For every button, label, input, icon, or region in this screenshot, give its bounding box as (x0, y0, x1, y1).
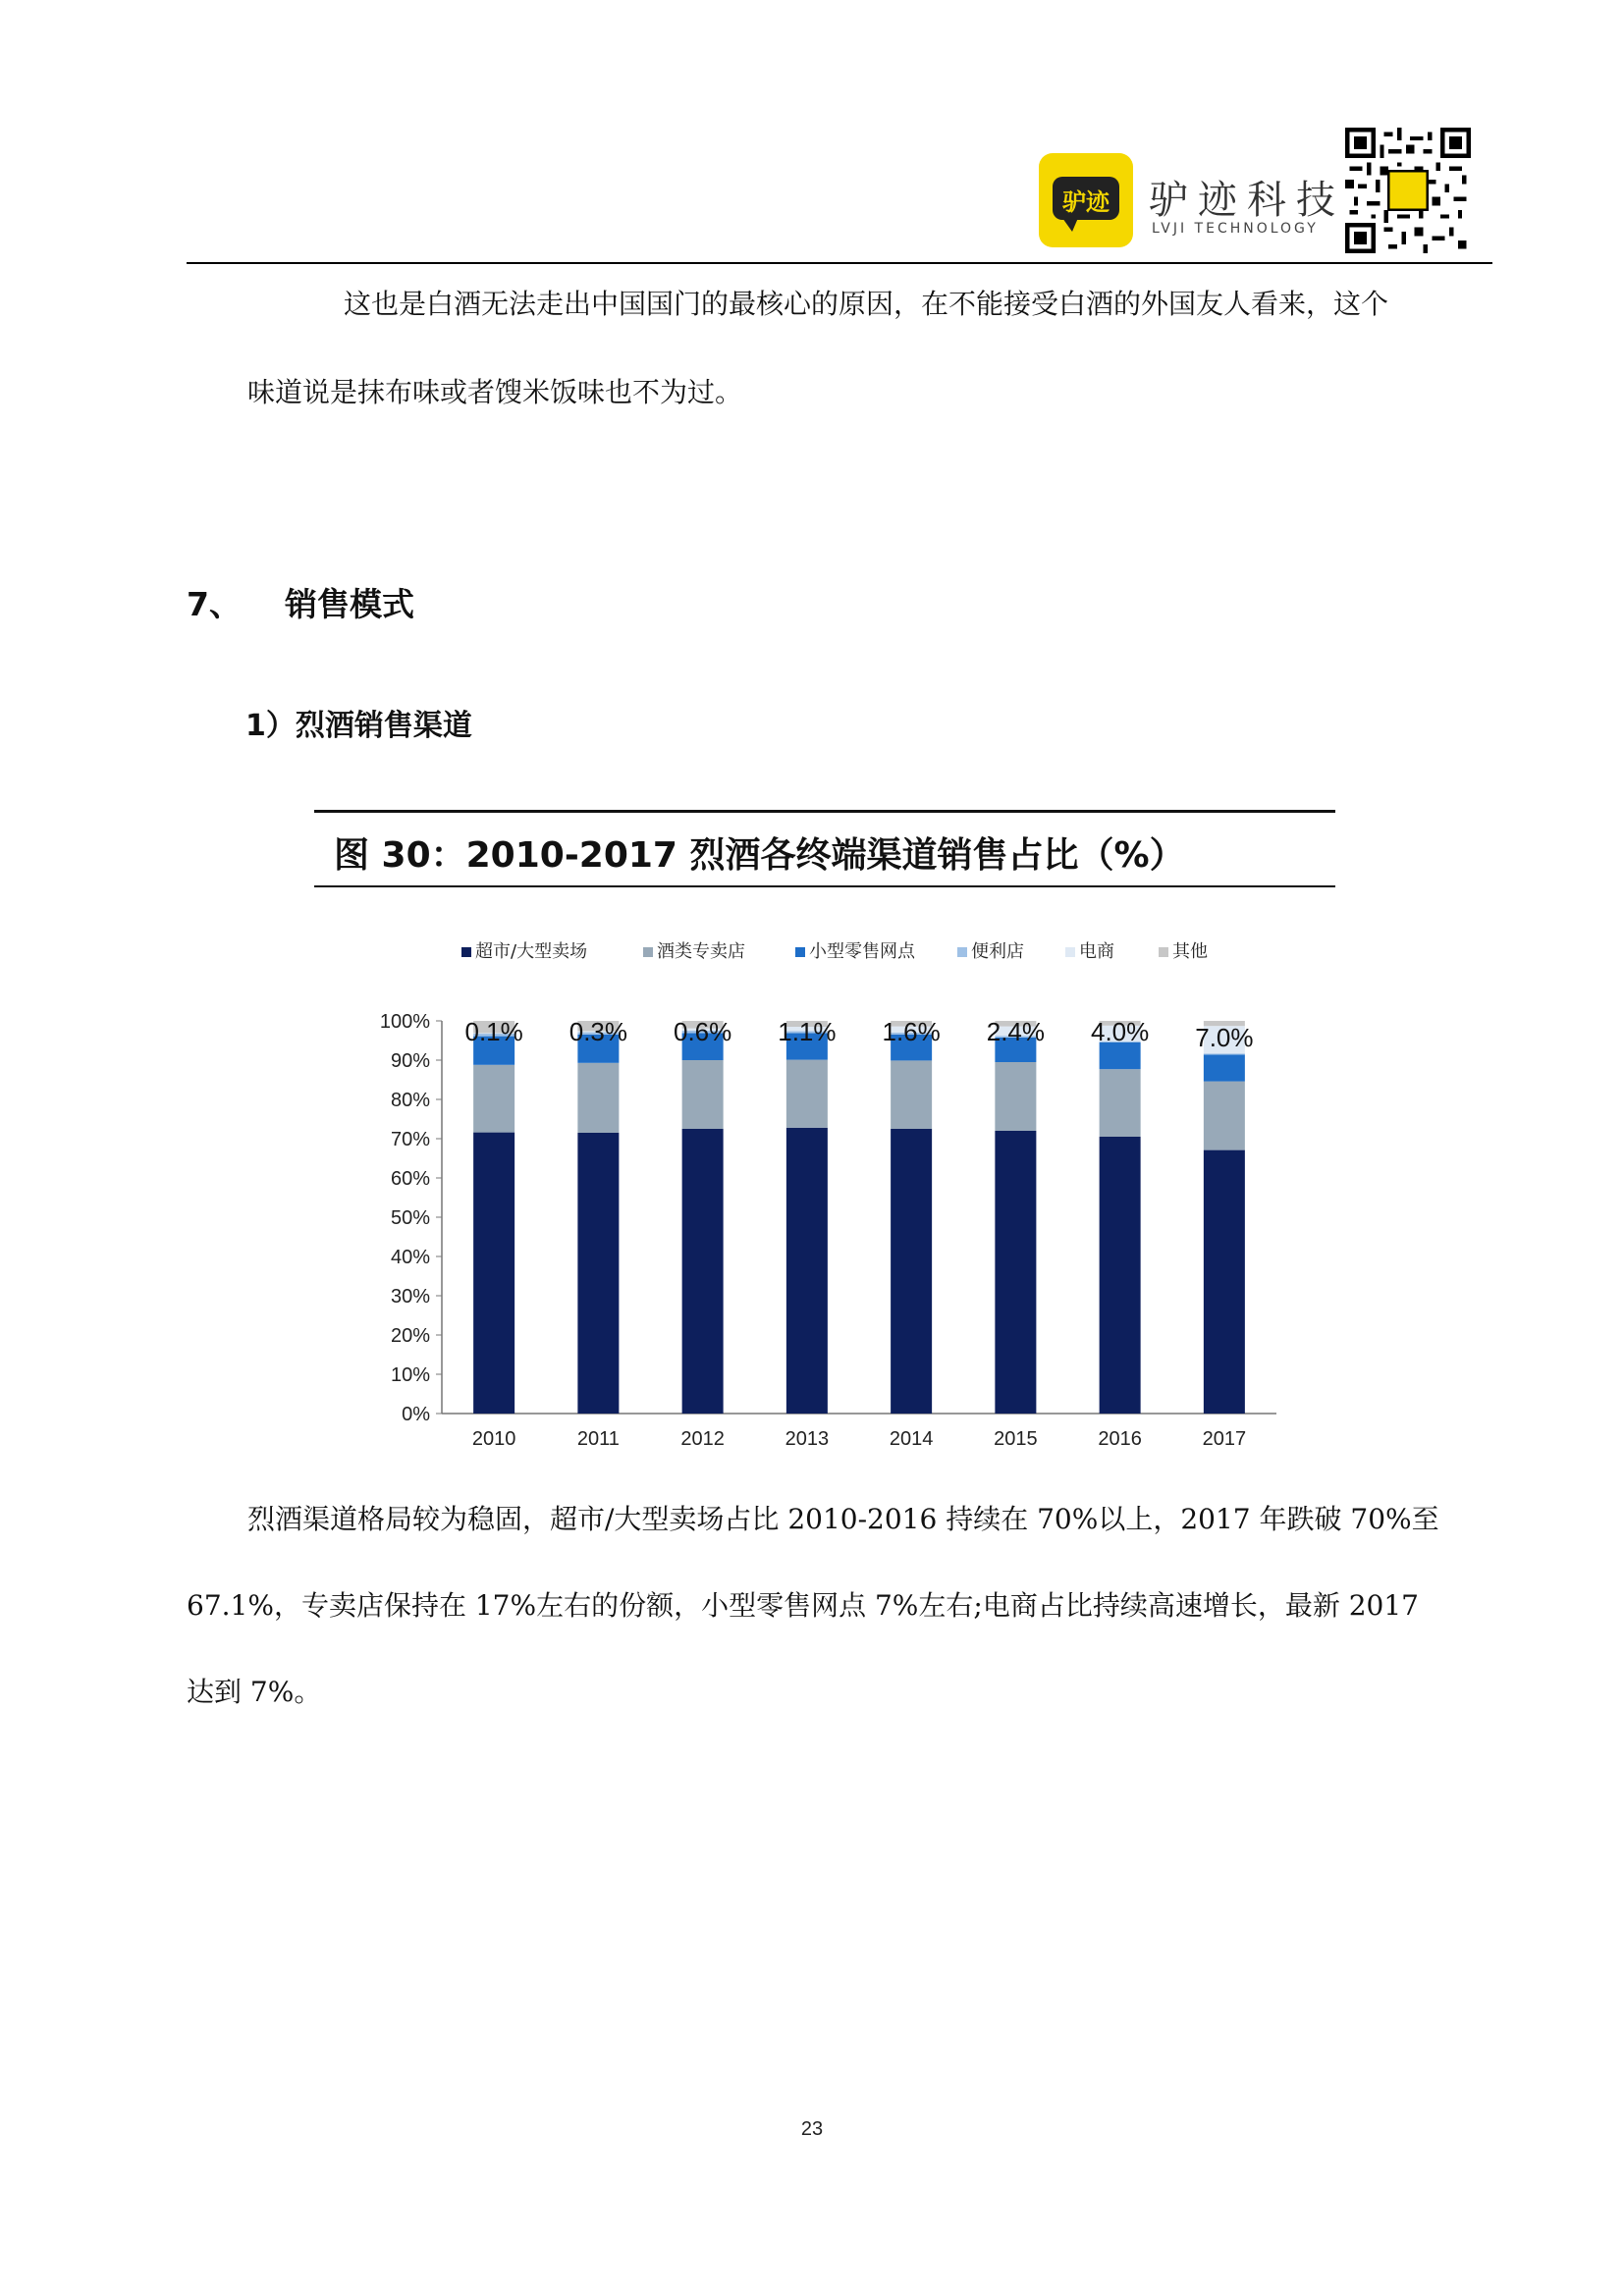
y-tick-label: 40% (390, 1247, 430, 1268)
x-tick-label: 2013 (785, 1428, 830, 1450)
y-tick-label: 20% (390, 1325, 430, 1347)
company-logo (1039, 153, 1133, 247)
bar-segment (786, 1060, 828, 1128)
bar-segment (786, 1128, 828, 1414)
bar-segment (473, 1065, 514, 1133)
qr-code-icon (1345, 128, 1471, 253)
bar-segment (891, 1129, 932, 1414)
legend-label: 超市/大型卖场 (475, 941, 588, 962)
x-tick-label: 2012 (680, 1428, 725, 1450)
intro-text-line-1: 这也是白酒无法走出中国国门的最核心的原因，在不能接受白酒的外国友人看来，这个 (344, 288, 1389, 320)
y-tick-label: 70% (390, 1129, 430, 1150)
stacked-bar-chart (314, 908, 1296, 1458)
subsection-heading: 1）烈酒销售渠道 (245, 709, 472, 743)
bar-segment (1100, 1042, 1141, 1069)
logo-badge-text: 驴迹 (1062, 188, 1110, 216)
bar-segment (1100, 1137, 1141, 1414)
page-number: 23 (800, 2118, 824, 2140)
data-label: 1.1% (778, 1017, 837, 1046)
analysis-text-line-1: 烈酒渠道格局较为稳固，超市/大型卖场占比 2010-2016 持续在 70%以上，2017 年跌破 70%至 (247, 1503, 1439, 1535)
x-tick-label: 2010 (471, 1428, 516, 1450)
x-tick-label: 2015 (994, 1428, 1038, 1450)
legend-swatch (1159, 947, 1168, 957)
y-tick-label: 10% (390, 1364, 430, 1386)
data-label: 1.6% (882, 1017, 941, 1046)
analysis-text-line-2: 67.1%，专卖店保持在 17%左右的份额，小型零售网点 7%左右;电商占比持续高速增长，最新 2017 (187, 1589, 1420, 1622)
data-label: 0.3% (568, 1017, 628, 1046)
legend-swatch (461, 947, 471, 957)
legend-label: 便利店 (971, 941, 1024, 962)
y-tick-label: 60% (390, 1168, 430, 1190)
bar-segment (995, 1131, 1036, 1414)
header-divider (187, 262, 1492, 264)
data-label: 7.0% (1195, 1023, 1254, 1052)
logo-speech-bubble-icon (1053, 177, 1119, 220)
legend-swatch (643, 947, 653, 957)
data-label: 0.6% (673, 1017, 732, 1046)
data-label: 4.0% (1090, 1017, 1150, 1046)
y-tick-label: 50% (390, 1207, 430, 1229)
x-tick-label: 2011 (576, 1428, 620, 1450)
data-label: 2.4% (986, 1017, 1046, 1046)
bar-segment (995, 1062, 1036, 1131)
bar-segment (473, 1133, 514, 1414)
bar-segment (891, 1060, 932, 1129)
section-title: 销售模式 (285, 585, 414, 623)
y-tick-label: 80% (390, 1090, 430, 1111)
y-tick-label: 0% (402, 1404, 430, 1425)
figure-top-rule (314, 810, 1335, 813)
bar-segment (1204, 1053, 1245, 1054)
legend-swatch (1065, 947, 1075, 957)
x-tick-label: 2014 (889, 1428, 934, 1450)
bar-segment (577, 1063, 619, 1133)
section-number: 7、 (187, 585, 242, 623)
page-header (187, 118, 1492, 265)
bar-segment (1100, 1069, 1141, 1137)
analysis-text-line-3: 达到 7%。 (187, 1676, 322, 1708)
legend-label: 酒类专卖店 (657, 941, 745, 962)
bar-segment (577, 1133, 619, 1414)
legend-swatch (957, 947, 967, 957)
data-label: 0.1% (464, 1017, 523, 1046)
legend-label: 其他 (1172, 941, 1208, 962)
legend-label: 小型零售网点 (809, 941, 915, 962)
bar-segment (1204, 1082, 1245, 1150)
x-tick-label: 2017 (1202, 1428, 1247, 1450)
figure-bottom-rule (314, 885, 1335, 887)
section-heading (187, 579, 414, 625)
y-tick-label: 90% (390, 1050, 430, 1072)
bar-segment (682, 1060, 724, 1129)
x-tick-label: 2016 (1098, 1428, 1142, 1450)
brand-name-en: LVJI TECHNOLOGY (1152, 221, 1319, 237)
bar-segment (1204, 1150, 1245, 1414)
legend-swatch (795, 947, 805, 957)
brand-name-cn: 驴迹科技 (1149, 178, 1345, 223)
legend-label: 电商 (1079, 941, 1114, 962)
bar-segment (1204, 1054, 1245, 1081)
y-tick-label: 30% (390, 1286, 430, 1308)
y-tick-label: 100% (379, 1011, 430, 1033)
figure-title: 图 30：2010-2017 烈酒各终端渠道销售占比（%） (334, 835, 1185, 876)
intro-text-line-2: 味道说是抹布味或者馊米饭味也不为过。 (247, 376, 743, 408)
bar-segment (682, 1129, 724, 1414)
